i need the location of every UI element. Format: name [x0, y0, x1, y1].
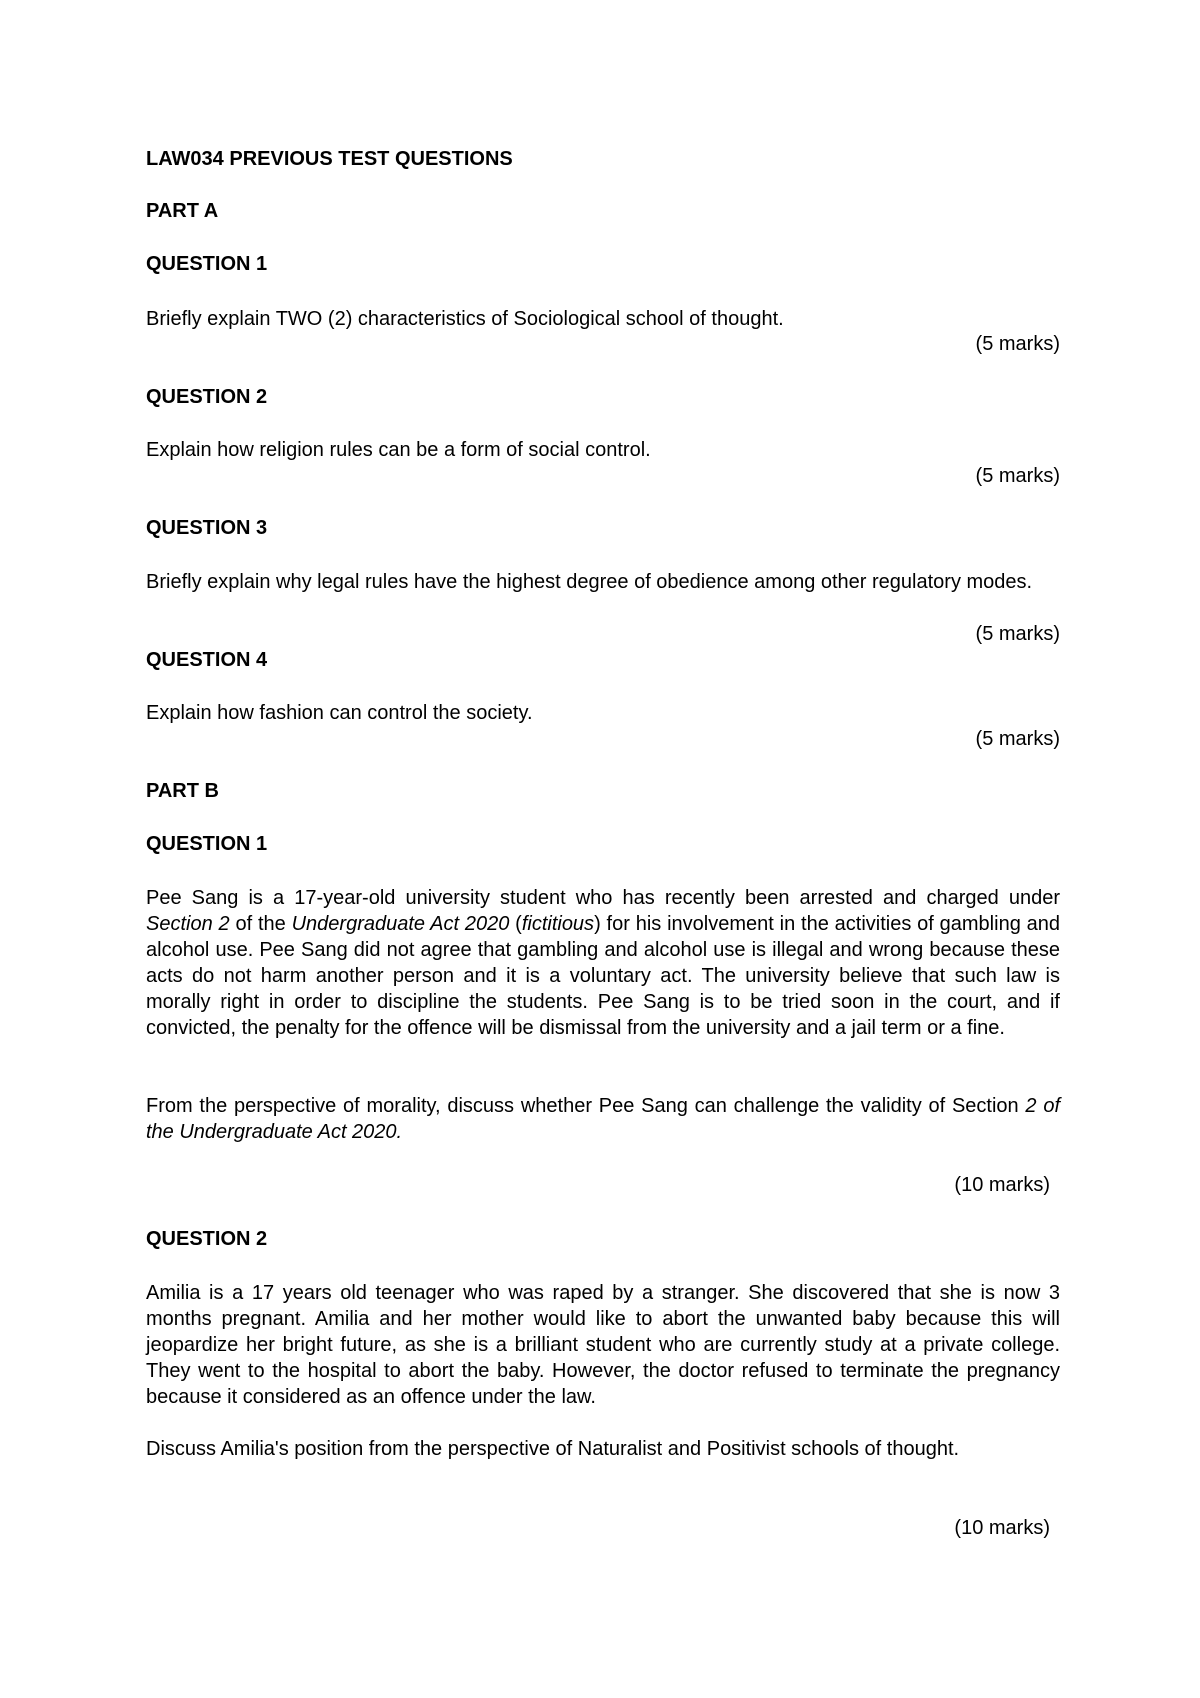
scenario-text: (	[509, 913, 522, 935]
scenario-text: Pee Sang is a 17-year-old university student who has recently been arrested and charged under	[146, 887, 1060, 909]
part-b-heading: PART B	[146, 780, 219, 802]
part-b-question-1-scenario	[146, 885, 1060, 1041]
scenario-text: ) for his involvement in the activities of gambling and alcohol use. Pee Sang did not agree that gambling and alcohol use is illegal and wrong because these acts do not harm another person and it is a voluntary act. The university believe that such law is morally right in order to discipline the students. Pee Sang is to be tried soon in the court, and if convicted, the penalty for the offence will be dismissal from the university and a jail term or a fine.	[146, 913, 1060, 1039]
part-b-question-2-scenario: Amilia is a 17 years old teenager who was raped by a stranger. She discovered that she is now 3 months pregnant. Amilia and her mother would like to abort the unwanted baby because this will jeopardize her bright future, as she is a brilliant student who are currently study at a private college. They went to the hospital to abort the baby. However, the doctor refused to terminate the pregnancy because it considered as an offence under the law.	[146, 1282, 1060, 1408]
scenario-text: of the	[229, 913, 292, 935]
part-b-question-2-heading: QUESTION 2	[146, 1228, 268, 1250]
part-a-question-4-marks: (5 marks)	[975, 728, 1060, 750]
document-title: LAW034 PREVIOUS TEST QUESTIONS	[146, 148, 513, 170]
part-a-question-1-marks: (5 marks)	[975, 333, 1060, 355]
part-a-question-2-marks: (5 marks)	[975, 465, 1060, 487]
part-b-question-1-task	[146, 1093, 1060, 1145]
part-a-heading: PART A	[146, 200, 219, 222]
fictitious-note: fictitious	[521, 913, 595, 935]
part-a-question-1-heading: QUESTION 1	[146, 253, 268, 275]
part-a-question-3-text: Briefly explain why legal rules have the highest degree of obedience among other regulatory modes.	[146, 571, 1033, 593]
part-b-question-1-heading: QUESTION 1	[146, 833, 268, 855]
part-a-question-3-marks: (5 marks)	[975, 623, 1060, 645]
part-a-question-4-heading: QUESTION 4	[146, 649, 268, 671]
part-b-question-2-task: Discuss Amilia's position from the perspective of Naturalist and Positivist schools of thought.	[146, 1438, 960, 1460]
part-a-question-1-text: Briefly explain TWO (2) characteristics of Sociological school of thought.	[146, 308, 784, 330]
part-b-question-1-marks: (10 marks)	[954, 1174, 1050, 1196]
act-reference: 2 of the Undergraduate Act 2020.	[146, 1095, 1060, 1143]
part-b-question-2-marks: (10 marks)	[954, 1517, 1050, 1539]
section-reference: Section 2	[146, 913, 230, 935]
part-a-question-2-text: Explain how religion rules can be a form of social control.	[146, 439, 651, 461]
act-reference: Undergraduate Act 2020	[291, 913, 510, 935]
part-a-question-2-heading: QUESTION 2	[146, 386, 268, 408]
task-text: From the perspective of morality, discuss whether Pee Sang can challenge the validity of Section	[146, 1095, 1026, 1117]
part-a-question-4-text: Explain how fashion can control the society.	[146, 702, 533, 724]
part-a-question-3-heading: QUESTION 3	[146, 517, 268, 539]
